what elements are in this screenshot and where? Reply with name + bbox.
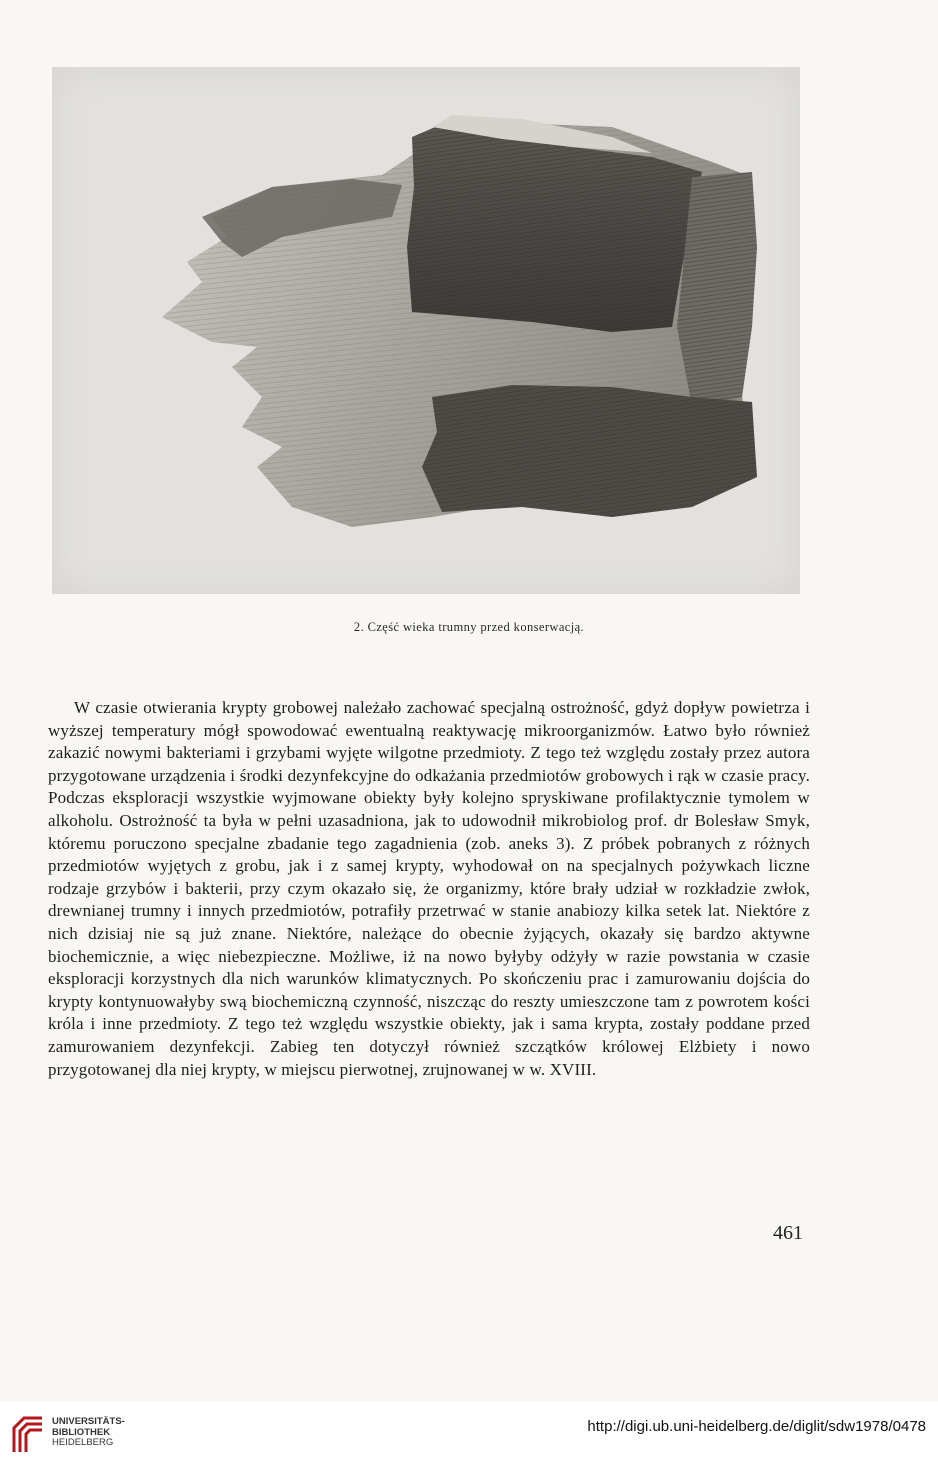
library-name[interactable] [52,1417,125,1449]
footer-bar [0,1402,938,1474]
library-name-line1: UNIVERSITÄTS- [52,1416,125,1427]
library-name-line3: HEIDELBERG [52,1437,114,1448]
page-number: 461 [773,1222,803,1244]
university-library-logo-icon[interactable] [10,1414,46,1454]
body-paragraph: W czasie otwierania krypty grobowej należało zachować specjalną ostrożność, gdyż dopływ powietrza i wyższej temperatury mógł spowodować ewentualną reaktywację mikroorganizmów. Łatwo było również zakazić nowymi bakteriami i grzybami wyjęte wilgotne przedmioty. Z tego też względu zostały przez autora przygotowane urządzenia i środki dezynfekcyjne do odkażania przedmiotów grobowych i rąk w czasie pracy. Podczas eksploracji wszystkie wyjmowane obiekty były kolejno spryskiwane profilaktycznie tymolem w alkoholu. Ostrożność ta była w pełni uzasadniona, jak to udowodnił mikrobiolog prof. dr Bolesław Smyk, któremu poruczono specjalne zbadanie tego zagadnienia (zob. aneks 3). Z próbek pobranych z różnych przedmiotów wyjętych z grobu, jak i z samej krypty, wyhodował on na specjalnych pożywkach liczne rodzaje grzybów i bakterii, przy czym okazało się, że organizmy, które brały udział w rozkładzie zwłok, drewnianej trumny i innych przedmiotów, potrafiły przetrwać w stanie anabiozy kilka setek lat. Niektóre z nich dzisiaj nie są już znane. Niektóre, należące do obecnie żyjących, okazały się bardzo aktywne biochemicznie, a więc niebezpieczne. Możliwe, iż na nowo byłyby odżyły w razie powstania w czasie eksploracji korzystnych dla nich warunków klimatycznych. Po skończeniu prac i zamurowaniu dojścia do krypty kontynuowałyby swą biochemiczną czynność, niszcząc do reszty umieszczone tam z powrotem kości króla i inne przedmioty. Z tego też względu wszystkie obiekty, jak i sama krypta, zostały poddane przed zamurowaniem dezynfekcji. Zabieg ten dotyczył również szczątków królowej Elżbiety i nowo przygotowanej dla niej krypty, w miejscu pierwotnej, zrujnowanej w w. XVIII. [48,698,810,1079]
coffin-lid-image [52,67,800,594]
coffin-lid-photo [52,67,800,594]
source-url-link[interactable]: http://digi.ub.uni-heidelberg.de/diglit/sdw1978/0478 [587,1418,926,1435]
library-name-line2: BIBLIOTHEK [52,1426,111,1438]
figure-caption: 2. Część wieka trumny przed konserwacją. [353,620,585,634]
